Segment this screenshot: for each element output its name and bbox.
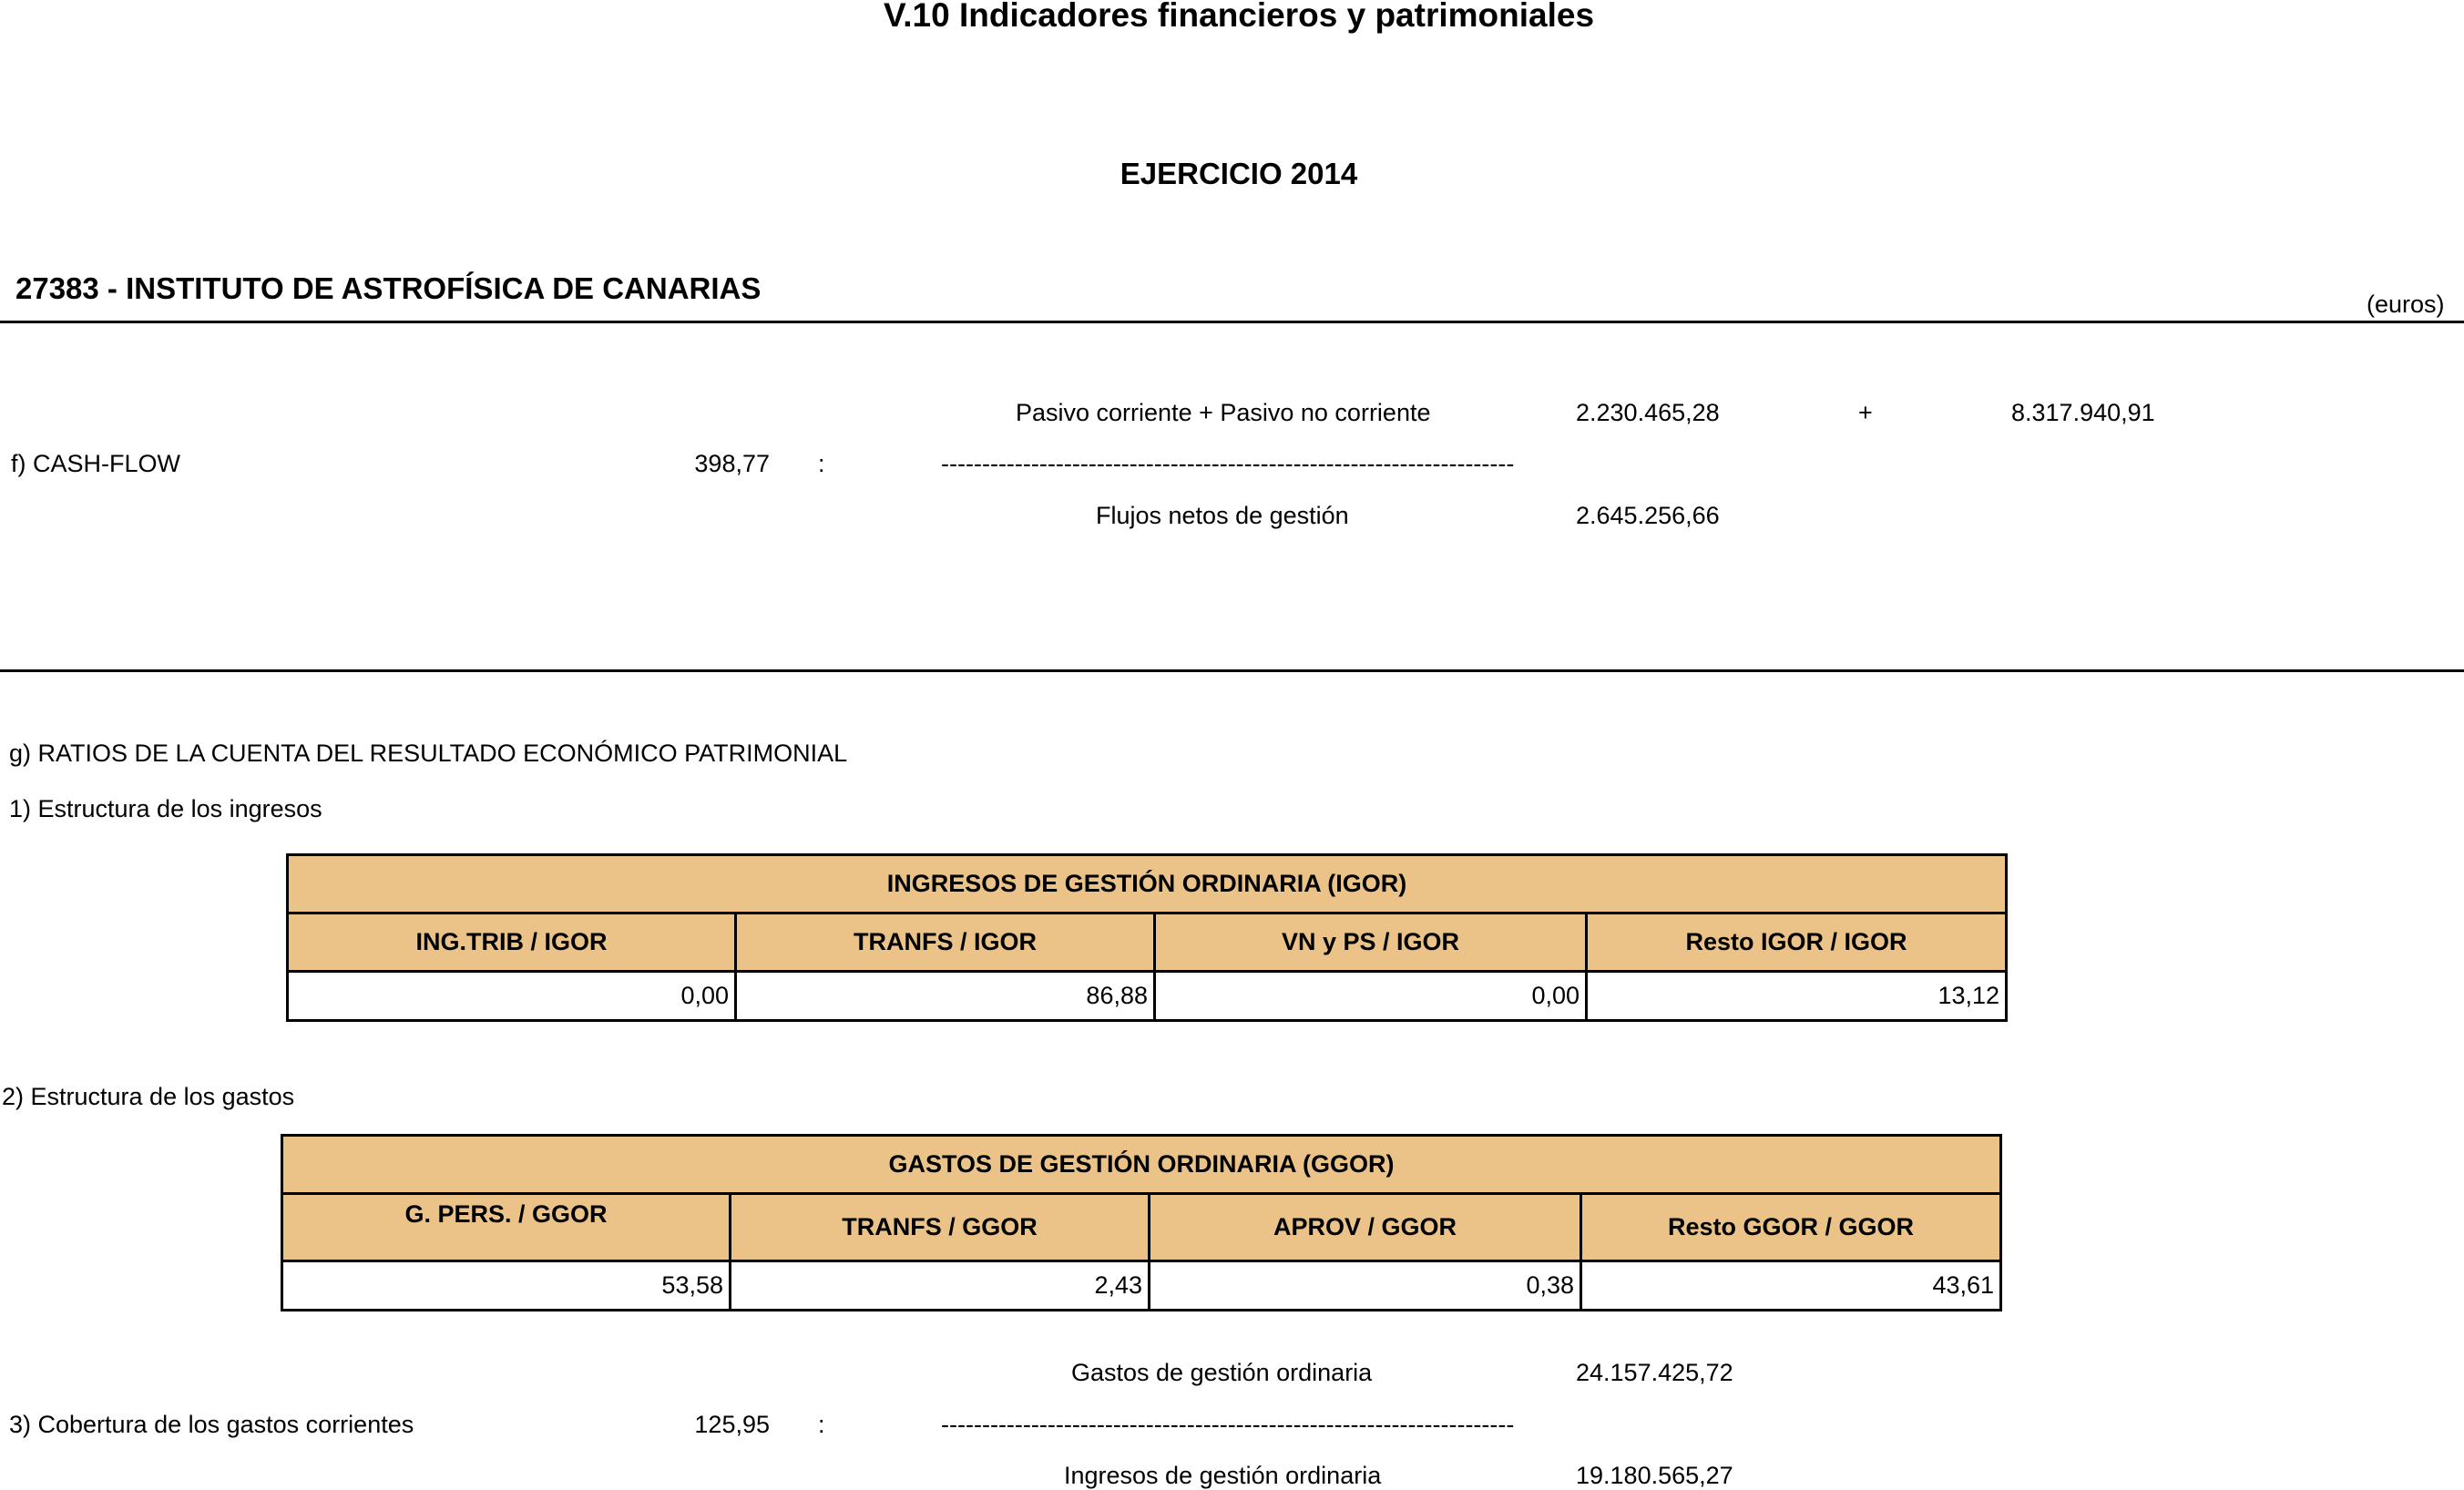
cashflow-value: 398,77 xyxy=(694,450,770,477)
cashflow-numerator-label: Pasivo corriente + Pasivo no corriente xyxy=(1016,399,1431,426)
header-divider xyxy=(0,321,2464,323)
fiscal-year: EJERCICIO 2014 xyxy=(1120,157,1358,190)
cashflow-numerator-value-2: 8.317.940,91 xyxy=(2011,399,2155,426)
table-column-header: Resto IGOR / IGOR xyxy=(1587,913,2007,972)
cobertura-numerator-label: Gastos de gestión ordinaria xyxy=(1071,1359,1373,1386)
table-column-header: APROV / GGOR xyxy=(1150,1194,1581,1261)
gastos-heading: 2) Estructura de los gastos xyxy=(2,1083,295,1110)
table-column-header: ING.TRIB / IGOR xyxy=(288,913,736,972)
cashflow-denominator-label: Flujos netos de gestión xyxy=(1096,502,1349,529)
cashflow-denominator-value: 2.645.256,66 xyxy=(1576,502,1720,529)
entity-name: 27383 - INSTITUTO DE ASTROFÍSICA DE CANARIAS xyxy=(15,271,762,305)
units-label: (euros) xyxy=(2367,291,2445,318)
table-cell: 43,61 xyxy=(1581,1261,2001,1311)
table-row xyxy=(288,972,2007,1021)
ingresos-table-title: INGRESOS DE GESTIÓN ORDINARIA (IGOR) xyxy=(288,855,2007,913)
table-cell: 86,88 xyxy=(736,972,1155,1021)
colon: : xyxy=(818,1411,825,1438)
table-row xyxy=(282,1261,2001,1311)
fraction-divider: ---------------------------------------------------------------------- xyxy=(941,1411,1515,1438)
ratios-heading: g) RATIOS DE LA CUENTA DEL RESULTADO ECONÓMICO PATRIMONIAL xyxy=(9,740,848,767)
table-cell: 53,58 xyxy=(282,1261,731,1311)
table-column-header: VN y PS / IGOR xyxy=(1155,913,1587,972)
ingresos-table xyxy=(286,853,2008,1022)
gastos-table xyxy=(281,1134,2002,1311)
cashflow-label: f) CASH-FLOW xyxy=(11,450,180,477)
table-column-header: TRANFS / GGOR xyxy=(731,1194,1150,1261)
table-cell: 2,43 xyxy=(731,1261,1150,1311)
table-cell: 0,38 xyxy=(1150,1261,1581,1311)
table-column-header: Resto GGOR / GGOR xyxy=(1581,1194,2001,1261)
cobertura-denominator-value: 19.180.565,27 xyxy=(1576,1462,1733,1489)
table-cell: 0,00 xyxy=(288,972,736,1021)
cobertura-numerator-value: 24.157.425,72 xyxy=(1576,1359,1733,1386)
table-column-header: TRANFS / IGOR xyxy=(736,913,1155,972)
table-column-header: G. PERS. / GGOR xyxy=(282,1194,731,1261)
fraction-divider: ---------------------------------------------------------------------- xyxy=(941,450,1515,477)
ingresos-heading: 1) Estructura de los ingresos xyxy=(9,795,322,822)
gastos-table-title: GASTOS DE GESTIÓN ORDINARIA (GGOR) xyxy=(282,1136,2001,1194)
colon: : xyxy=(818,450,825,477)
cobertura-value: 125,95 xyxy=(694,1411,770,1438)
table-cell: 13,12 xyxy=(1587,972,2007,1021)
report-title: V.10 Indicadores financieros y patrimoniales xyxy=(883,0,1595,34)
cobertura-denominator-label: Ingresos de gestión ordinaria xyxy=(1064,1462,1382,1489)
section-divider xyxy=(0,669,2464,672)
plus-sign: + xyxy=(1858,399,1873,426)
cashflow-numerator-value-1: 2.230.465,28 xyxy=(1576,399,1720,426)
table-cell: 0,00 xyxy=(1155,972,1587,1021)
cobertura-label: 3) Cobertura de los gastos corrientes xyxy=(9,1411,414,1438)
